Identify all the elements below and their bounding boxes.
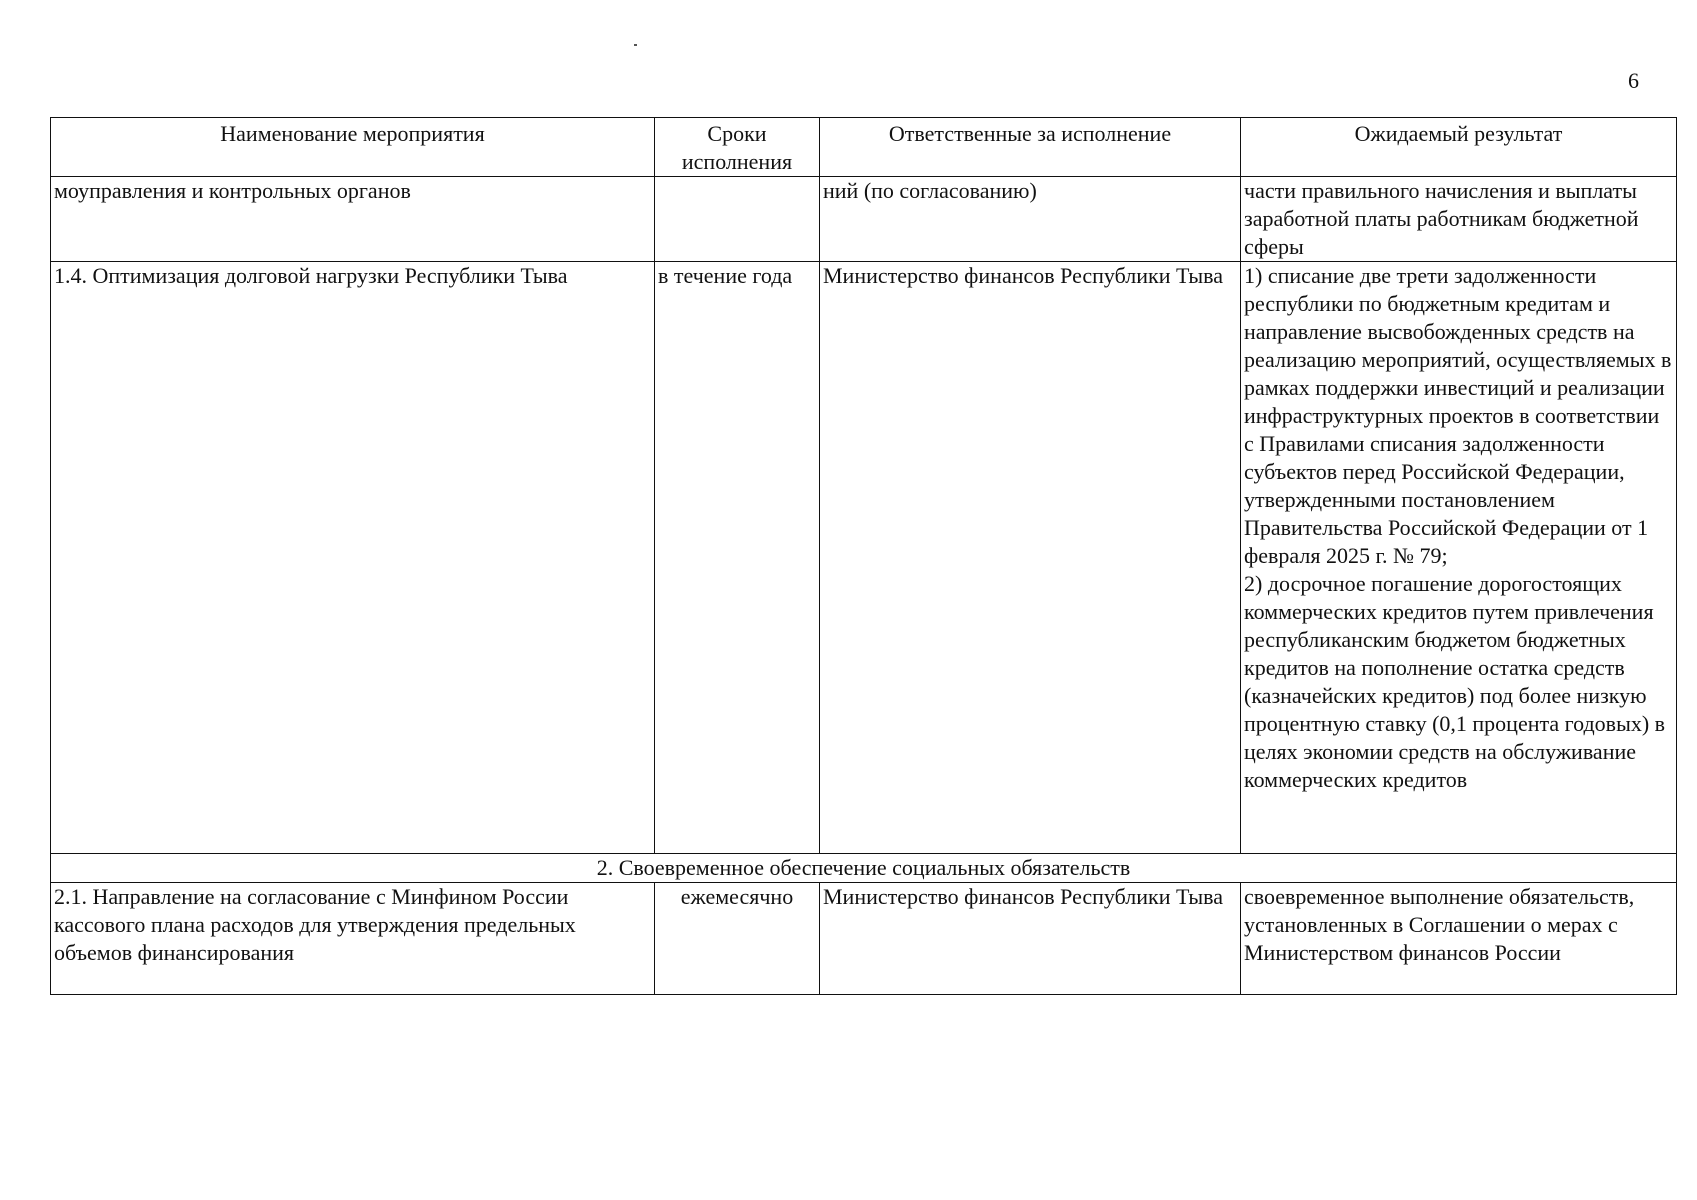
- header-name: Наименование мероприятия: [51, 118, 655, 177]
- page-number: 6: [1628, 68, 1639, 93]
- action-plan-table: [50, 117, 1677, 995]
- row-1-result: части правильного начисления и выплаты заработной платы работникам бюджетной сферы: [1241, 177, 1677, 262]
- table-row: [51, 177, 1677, 262]
- row-2-responsible: Министерство финансов Республики Тыва: [820, 262, 1241, 854]
- table-row: [51, 262, 1677, 854]
- section-heading-row: [51, 854, 1677, 883]
- row-3-deadline: ежемесячно: [655, 883, 820, 995]
- row-3-name: 2.1. Направление на согласование с Минфином России кассового плана расходов для утверждения предельных объемов финансирования: [51, 883, 655, 995]
- row-1-deadline: [655, 177, 820, 262]
- row-2-result-item-2: 2) досрочное погашение дорогостоящих коммерческих кредитов путем привлечения республиканским бюджетом бюджетных кредитов на пополнение остатка средств (казначейских кредитов) под более низкую процентную ставку (0,1 процента годовых) в целях экономии средств на обслуживание коммерческих кредитов: [1244, 571, 1666, 792]
- row-2-deadline: в течение года: [655, 262, 820, 854]
- header-result: Ожидаемый результат: [1241, 118, 1677, 177]
- row-1-responsible: ний (по согласованию): [820, 177, 1241, 262]
- scan-speck: [634, 44, 637, 46]
- header-deadline: Сроки исполнения: [655, 118, 820, 177]
- row-2-result-item-1: 1) списание две трети задолженности республики по бюджетным кредитам и направление высвобожденных средств на реализацию мероприятий, осуществляемых в рамках поддержки инвестиций и реализации инфраструктурных проектов в соответствии с Правилами списания задолженности субъектов перед Российской Федерации, утвержденными постановлением Правительства Российской Федерации от 1 февраля 2025 г. № 79;: [1244, 263, 1672, 568]
- table-row: [51, 883, 1677, 995]
- row-1-name: моуправления и контрольных органов: [51, 177, 655, 262]
- row-2-result: [1241, 262, 1677, 854]
- table-header-row: [51, 118, 1677, 177]
- section-2-title: 2. Своевременное обеспечение социальных обязательств: [51, 854, 1677, 883]
- header-responsible: Ответственные за исполнение: [820, 118, 1241, 177]
- row-3-responsible: Министерство финансов Республики Тыва: [820, 883, 1241, 995]
- row-3-result: своевременное выполнение обязательств, установленных в Соглашении о мерах с Министерством финансов России: [1241, 883, 1677, 995]
- row-2-name: 1.4. Оптимизация долговой нагрузки Республики Тыва: [51, 262, 655, 854]
